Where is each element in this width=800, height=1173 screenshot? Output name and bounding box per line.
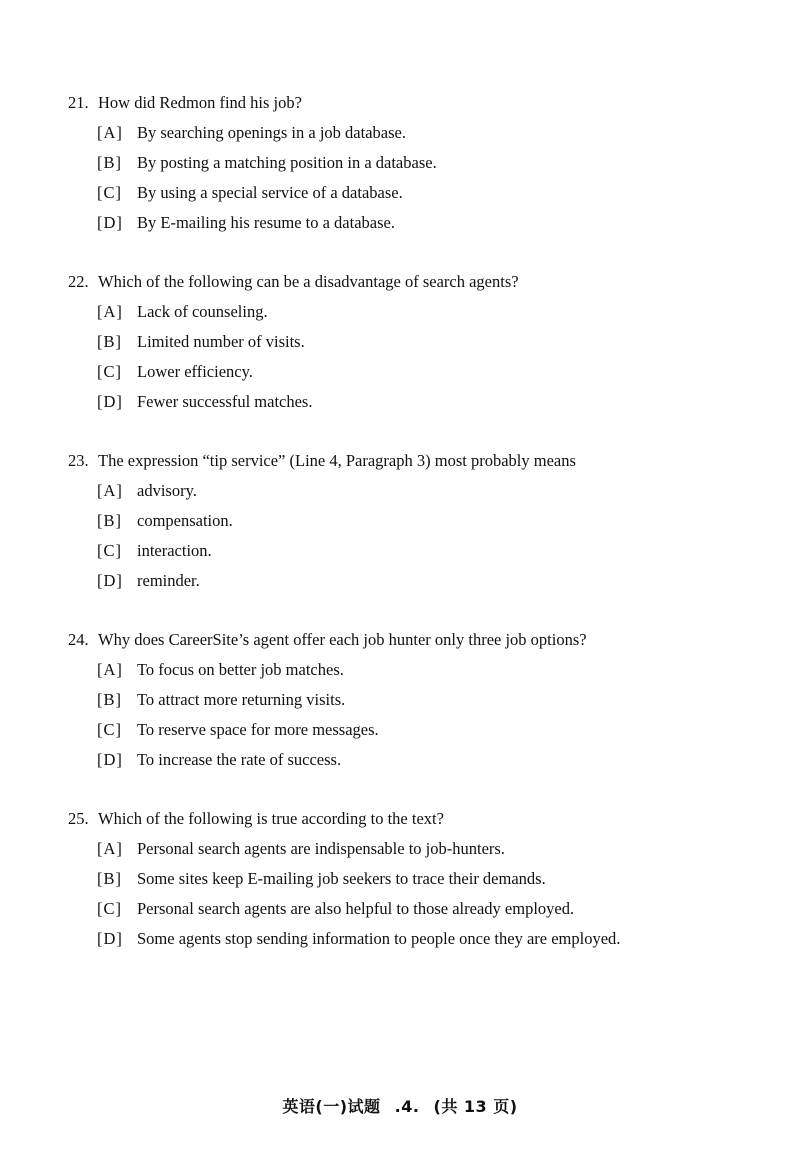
option-text: By searching openings in a job database. [137,123,406,142]
option-text: Fewer successful matches. [137,392,313,411]
question-stem [68,93,302,113]
question-number: 23. [68,451,89,470]
option-text: advisory. [137,481,197,500]
question-number: 21. [68,93,89,112]
option-d [97,929,620,949]
option-d [97,392,312,412]
option-letter: [B] [97,332,122,351]
option-letter: [C] [97,541,122,560]
option-letter: [B] [97,511,122,530]
option-a [97,839,505,859]
option-b [97,511,233,531]
question-stem [68,809,444,829]
option-a [97,123,406,143]
question-number: 22. [68,272,89,291]
page-footer [0,1094,800,1117]
option-letter: [A] [97,839,123,858]
option-d [97,571,200,591]
option-letter: [D] [97,213,123,232]
option-text: By E-mailing his resume to a database. [137,213,395,232]
option-text: Lower efficiency. [137,362,253,381]
option-d [97,750,341,770]
option-letter: [D] [97,392,123,411]
option-letter: [D] [97,750,123,769]
option-c [97,183,403,203]
question-text: The expression “tip service” (Line 4, Paragraph 3) most probably means [98,451,576,470]
option-text: Limited number of visits. [137,332,305,351]
question-number: 25. [68,809,89,828]
question-number: 24. [68,630,89,649]
option-text: Personal search agents are indispensable to job-hunters. [137,839,505,858]
option-text: compensation. [137,511,233,530]
option-text: Lack of counseling. [137,302,268,321]
footer-subject: 英语(一)试题 [282,1097,381,1116]
option-letter: [C] [97,183,122,202]
option-a [97,302,268,322]
option-letter: [C] [97,899,122,918]
option-text: Personal search agents are also helpful to those already employed. [137,899,575,918]
footer-page-number: .4. [394,1097,420,1116]
option-text: Some agents stop sending information to people once they are employed. [137,929,621,948]
option-letter: [C] [97,720,122,739]
option-text: reminder. [137,571,200,590]
question-text: How did Redmon find his job? [98,93,302,112]
option-letter: [D] [97,571,123,590]
option-letter: [B] [97,153,122,172]
option-letter: [B] [97,690,122,709]
option-letter: [A] [97,302,123,321]
option-b [97,153,437,173]
question-text: Which of the following is true according to the text? [98,809,444,828]
option-letter: [A] [97,123,123,142]
option-c [97,362,253,382]
option-letter: [B] [97,869,122,888]
question-stem [68,630,587,650]
question-stem [68,451,576,471]
footer-total-pages: (共 13 页) [433,1097,518,1116]
question-text: Which of the following can be a disadvantage of search agents? [98,272,519,291]
option-b [97,869,546,889]
option-text: To focus on better job matches. [137,660,344,679]
option-letter: [D] [97,929,123,948]
option-c [97,720,379,740]
option-letter: [A] [97,660,123,679]
option-c [97,899,574,919]
option-letter: [A] [97,481,123,500]
option-text: To reserve space for more messages. [137,720,379,739]
option-text: To attract more returning visits. [137,690,346,709]
option-letter: [C] [97,362,122,381]
question-text: Why does CareerSite’s agent offer each job hunter only three job options? [98,630,587,649]
option-text: By using a special service of a database. [137,183,403,202]
option-text: To increase the rate of success. [137,750,342,769]
option-a [97,660,344,680]
option-text: By posting a matching position in a database. [137,153,437,172]
option-text: interaction. [137,541,212,560]
option-d [97,213,395,233]
option-c [97,541,212,561]
option-b [97,690,345,710]
question-stem [68,272,519,292]
option-b [97,332,305,352]
option-text: Some sites keep E-mailing job seekers to trace their demands. [137,869,546,888]
option-a [97,481,197,501]
